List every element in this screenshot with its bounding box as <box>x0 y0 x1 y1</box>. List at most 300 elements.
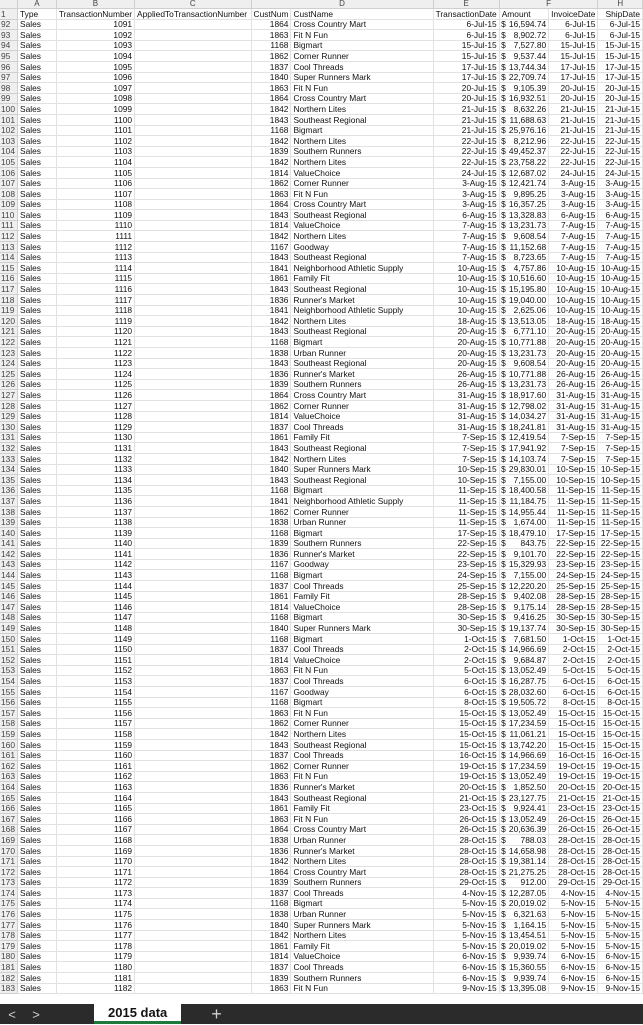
cell-applied[interactable] <box>135 114 251 125</box>
cell-custnum[interactable]: 1841 <box>251 263 291 274</box>
cell-custnum[interactable]: 1814 <box>251 655 291 666</box>
cell-applied[interactable] <box>135 506 251 517</box>
cell-custname[interactable]: Southeast Regional <box>291 326 433 337</box>
cell-invoice-date[interactable]: 28-Sep-15 <box>549 602 598 613</box>
cell-transaction-date[interactable]: 5-Nov-15 <box>433 909 499 920</box>
cell-amount[interactable]: 14,103.74 <box>507 453 549 464</box>
cell-transaction-date[interactable]: 24-Sep-15 <box>433 570 499 581</box>
cell-currency[interactable]: $ <box>501 887 506 898</box>
cell-transaction-date[interactable]: 21-Oct-15 <box>433 792 499 803</box>
cell-amount[interactable]: 10,771.88 <box>507 337 549 348</box>
cell-currency[interactable]: $ <box>501 686 506 697</box>
cell-ship-date[interactable]: 7-Aug-15 <box>598 242 643 253</box>
cell-applied[interactable] <box>135 983 251 994</box>
cell-applied[interactable] <box>135 517 251 528</box>
cell-currency[interactable]: $ <box>501 506 506 517</box>
cell-ship-date[interactable]: 17-Jul-15 <box>598 72 643 83</box>
row-number[interactable]: 160 <box>0 739 17 750</box>
row-number[interactable]: 135 <box>0 475 17 486</box>
cell-transaction-number[interactable]: 1163 <box>56 782 134 793</box>
cell-applied[interactable] <box>135 210 251 221</box>
cell-currency[interactable]: $ <box>501 474 506 485</box>
cell-invoice-date[interactable]: 23-Oct-15 <box>549 803 598 814</box>
cell-transaction-date[interactable]: 5-Nov-15 <box>433 898 499 909</box>
cell-ship-date[interactable]: 7-Sep-15 <box>598 443 643 454</box>
cell-ship-date[interactable]: 15-Jul-15 <box>598 40 643 51</box>
cell-custname[interactable]: Family Fit <box>291 941 433 952</box>
cell-ship-date[interactable]: 6-Oct-15 <box>598 687 643 698</box>
cell-invoice-date[interactable]: 15-Oct-15 <box>549 729 598 740</box>
row-number[interactable]: 146 <box>0 591 17 602</box>
cell-transaction-number[interactable]: 1155 <box>56 697 134 708</box>
cell-custnum[interactable]: 1837 <box>251 888 291 899</box>
cell-applied[interactable] <box>135 157 251 168</box>
cell-amount[interactable]: 12,220.20 <box>507 581 549 592</box>
cell-type[interactable]: Sales <box>17 422 56 433</box>
cell-amount[interactable]: 49,452.37 <box>507 146 549 157</box>
cell-custname[interactable]: Bigmart <box>291 528 433 539</box>
cell-currency[interactable]: $ <box>501 199 506 210</box>
cell-currency[interactable]: $ <box>501 771 506 782</box>
cell-transaction-number[interactable]: 1179 <box>56 951 134 962</box>
cell-transaction-number[interactable]: 1151 <box>56 655 134 666</box>
cell-custname[interactable]: Cross Country Mart <box>291 390 433 401</box>
cell-transaction-date[interactable]: 7-Sep-15 <box>433 453 499 464</box>
cell-transaction-date[interactable]: 26-Aug-15 <box>433 369 499 380</box>
cell-ship-date[interactable]: 20-Aug-15 <box>598 337 643 348</box>
row-number[interactable]: 123 <box>0 348 17 359</box>
cell-custnum[interactable]: 1862 <box>251 178 291 189</box>
cell-applied[interactable] <box>135 549 251 560</box>
cell-custnum[interactable]: 1167 <box>251 242 291 253</box>
cell-invoice-date[interactable]: 6-Aug-15 <box>549 210 598 221</box>
cell-currency[interactable]: $ <box>501 241 506 252</box>
row-number[interactable]: 111 <box>0 220 17 231</box>
cell-transaction-number[interactable]: 1156 <box>56 708 134 719</box>
cell-amount[interactable]: 19,505.72 <box>507 697 549 708</box>
cell-custname[interactable]: Bigmart <box>291 485 433 496</box>
cell-transaction-date[interactable]: 31-Aug-15 <box>433 422 499 433</box>
cell-transaction-date[interactable]: 3-Aug-15 <box>433 199 499 210</box>
cell-applied[interactable] <box>135 729 251 740</box>
cell-type[interactable]: Sales <box>17 581 56 592</box>
cell-ship-date[interactable]: 21-Jul-15 <box>598 114 643 125</box>
cell-custname[interactable]: Cool Threads <box>291 750 433 761</box>
cell-currency[interactable]: $ <box>501 262 506 273</box>
cell-transaction-number[interactable]: 1120 <box>56 326 134 337</box>
cell-invoice-date[interactable]: 11-Sep-15 <box>549 517 598 528</box>
cell-amount[interactable]: 9,105.39 <box>507 83 549 94</box>
cell-custname[interactable]: Fit N Fun <box>291 30 433 41</box>
cell-invoice-date[interactable]: 5-Nov-15 <box>549 941 598 952</box>
cell-amount[interactable]: 912.00 <box>507 877 549 888</box>
cell-custnum[interactable]: 1839 <box>251 379 291 390</box>
cell-applied[interactable] <box>135 305 251 316</box>
cell-custname[interactable]: Fit N Fun <box>291 708 433 719</box>
cell-ship-date[interactable]: 31-Aug-15 <box>598 390 643 401</box>
cell-custname[interactable]: Cool Threads <box>291 962 433 973</box>
cell-invoice-date[interactable]: 24-Jul-15 <box>549 167 598 178</box>
cell-type[interactable]: Sales <box>17 400 56 411</box>
cell-amount[interactable]: 20,019.02 <box>507 898 549 909</box>
column-header-h[interactable]: H <box>598 0 643 9</box>
cell-transaction-date[interactable]: 22-Jul-15 <box>433 136 499 147</box>
cell-custname[interactable]: Fit N Fun <box>291 83 433 94</box>
cell-currency[interactable]: $ <box>501 919 506 930</box>
cell-invoice-date[interactable]: 7-Aug-15 <box>549 231 598 242</box>
cell-ship-date[interactable]: 20-Jul-15 <box>598 83 643 94</box>
cell-amount[interactable]: 13,328.83 <box>507 210 549 221</box>
cell-type[interactable]: Sales <box>17 655 56 666</box>
header-transaction-number[interactable]: TransactionNumber <box>56 9 134 20</box>
cell-amount[interactable]: 6,771.10 <box>507 326 549 337</box>
cell-custname[interactable]: Cool Threads <box>291 61 433 72</box>
cell-transaction-date[interactable]: 6-Jul-15 <box>433 19 499 30</box>
cell-amount[interactable]: 17,234.59 <box>507 761 549 772</box>
cell-ship-date[interactable]: 30-Sep-15 <box>598 623 643 634</box>
cell-custname[interactable]: Cross Country Mart <box>291 93 433 104</box>
cell-currency[interactable]: $ <box>501 676 506 686</box>
cell-currency[interactable]: $ <box>501 368 506 379</box>
cell-ship-date[interactable]: 19-Oct-15 <box>598 771 643 782</box>
cell-amount[interactable]: 12,687.02 <box>507 167 549 178</box>
cell-currency[interactable]: $ <box>501 432 506 443</box>
cell-custname[interactable]: Urban Runner <box>291 909 433 920</box>
cell-custname[interactable]: Runner's Market <box>291 369 433 380</box>
row-number[interactable]: 163 <box>0 771 17 782</box>
row-number[interactable]: 128 <box>0 400 17 411</box>
cell-amount[interactable]: 13,742.20 <box>507 739 549 750</box>
cell-custname[interactable]: Southern Runners <box>291 146 433 157</box>
cell-transaction-date[interactable]: 9-Nov-15 <box>433 983 499 994</box>
cell-transaction-number[interactable]: 1141 <box>56 549 134 560</box>
cell-custnum[interactable]: 1836 <box>251 369 291 380</box>
cell-custname[interactable]: Northern Lites <box>291 856 433 867</box>
cell-applied[interactable] <box>135 30 251 41</box>
cell-custnum[interactable]: 1168 <box>251 570 291 581</box>
cell-transaction-number[interactable]: 1098 <box>56 93 134 104</box>
cell-invoice-date[interactable]: 30-Sep-15 <box>549 612 598 623</box>
cell-type[interactable]: Sales <box>17 782 56 793</box>
cell-custnum[interactable]: 1839 <box>251 973 291 984</box>
cell-amount[interactable]: 788.03 <box>507 835 549 846</box>
row-number[interactable]: 155 <box>0 687 17 698</box>
row-number[interactable]: 104 <box>0 146 17 157</box>
cell-currency[interactable]: $ <box>501 951 506 962</box>
cell-ship-date[interactable]: 24-Jul-15 <box>598 167 643 178</box>
cell-applied[interactable] <box>135 909 251 920</box>
cell-applied[interactable] <box>135 665 251 676</box>
cell-ship-date[interactable]: 24-Sep-15 <box>598 570 643 581</box>
cell-applied[interactable] <box>135 612 251 623</box>
cell-custnum[interactable]: 1837 <box>251 422 291 433</box>
cell-applied[interactable] <box>135 750 251 761</box>
cell-amount[interactable]: 18,400.58 <box>507 485 549 496</box>
cell-custnum[interactable]: 1814 <box>251 220 291 231</box>
cell-currency[interactable]: $ <box>501 178 506 189</box>
cell-type[interactable]: Sales <box>17 792 56 803</box>
cell-custnum[interactable]: 1168 <box>251 697 291 708</box>
cell-transaction-number[interactable]: 1105 <box>56 167 134 178</box>
cell-custname[interactable]: Corner Runner <box>291 761 433 772</box>
cell-type[interactable]: Sales <box>17 252 56 263</box>
cell-ship-date[interactable]: 10-Aug-15 <box>598 263 643 274</box>
cell-transaction-date[interactable]: 15-Oct-15 <box>433 708 499 719</box>
cell-custname[interactable]: Fit N Fun <box>291 771 433 782</box>
row-number[interactable]: 127 <box>0 390 17 401</box>
cell-ship-date[interactable]: 6-Oct-15 <box>598 676 643 687</box>
cell-custnum[interactable]: 1843 <box>251 252 291 263</box>
row-number[interactable]: 95 <box>0 51 17 62</box>
cell-currency[interactable]: $ <box>501 623 506 634</box>
cell-transaction-number[interactable]: 1113 <box>56 252 134 263</box>
cell-applied[interactable] <box>135 453 251 464</box>
cell-currency[interactable]: $ <box>501 93 506 104</box>
cell-amount[interactable]: 18,917.60 <box>507 390 549 401</box>
row-number[interactable]: 126 <box>0 379 17 390</box>
cell-ship-date[interactable]: 20-Oct-15 <box>598 782 643 793</box>
cell-currency[interactable]: $ <box>501 156 506 167</box>
cell-ship-date[interactable]: 29-Oct-15 <box>598 877 643 888</box>
cell-type[interactable]: Sales <box>17 390 56 401</box>
cell-type[interactable]: Sales <box>17 178 56 189</box>
row-number[interactable]: 161 <box>0 750 17 761</box>
cell-invoice-date[interactable]: 15-Jul-15 <box>549 51 598 62</box>
row-number[interactable]: 171 <box>0 856 17 867</box>
cell-ship-date[interactable]: 28-Sep-15 <box>598 602 643 613</box>
header-transaction-date[interactable]: TransactionDate <box>433 9 499 20</box>
row-number[interactable]: 182 <box>0 973 17 984</box>
cell-transaction-date[interactable]: 28-Sep-15 <box>433 602 499 613</box>
cell-currency[interactable]: $ <box>501 379 506 390</box>
row-number[interactable]: 174 <box>0 888 17 899</box>
cell-ship-date[interactable]: 3-Aug-15 <box>598 199 643 210</box>
cell-amount[interactable]: 8,723.65 <box>507 252 549 263</box>
cell-currency[interactable]: $ <box>501 61 506 72</box>
chevron-right-icon[interactable]: > <box>32 1006 40 1022</box>
cell-ship-date[interactable]: 11-Sep-15 <box>598 496 643 507</box>
cell-transaction-date[interactable]: 11-Sep-15 <box>433 496 499 507</box>
cell-transaction-number[interactable]: 1158 <box>56 729 134 740</box>
cell-transaction-date[interactable]: 26-Oct-15 <box>433 824 499 835</box>
cell-custname[interactable]: Runner's Market <box>291 295 433 306</box>
cell-ship-date[interactable]: 10-Sep-15 <box>598 475 643 486</box>
row-number[interactable]: 113 <box>0 242 17 253</box>
cell-transaction-number[interactable]: 1103 <box>56 146 134 157</box>
cell-amount[interactable]: 7,527.80 <box>507 40 549 51</box>
cell-custname[interactable]: Family Fit <box>291 432 433 443</box>
cell-transaction-date[interactable]: 28-Oct-15 <box>433 856 499 867</box>
cell-custnum[interactable]: 1168 <box>251 528 291 539</box>
cell-type[interactable]: Sales <box>17 771 56 782</box>
cell-type[interactable]: Sales <box>17 475 56 486</box>
cell-custnum[interactable]: 1842 <box>251 157 291 168</box>
cell-ship-date[interactable]: 28-Oct-15 <box>598 835 643 846</box>
cell-transaction-date[interactable]: 22-Jul-15 <box>433 146 499 157</box>
cell-currency[interactable]: $ <box>501 972 506 983</box>
cell-custnum[interactable]: 1837 <box>251 61 291 72</box>
cell-transaction-date[interactable]: 31-Aug-15 <box>433 400 499 411</box>
row-number[interactable]: 94 <box>0 40 17 51</box>
row-number[interactable]: 93 <box>0 30 17 41</box>
cell-transaction-date[interactable]: 15-Oct-15 <box>433 739 499 750</box>
cell-transaction-number[interactable]: 1147 <box>56 612 134 623</box>
cell-ship-date[interactable]: 26-Aug-15 <box>598 379 643 390</box>
row-number[interactable]: 148 <box>0 612 17 623</box>
cell-custnum[interactable]: 1863 <box>251 708 291 719</box>
cell-transaction-date[interactable]: 23-Oct-15 <box>433 803 499 814</box>
cell-transaction-date[interactable]: 2-Oct-15 <box>433 644 499 655</box>
cell-type[interactable]: Sales <box>17 348 56 359</box>
row-number[interactable]: 149 <box>0 623 17 634</box>
cell-transaction-number[interactable]: 1102 <box>56 136 134 147</box>
row-number[interactable]: 97 <box>0 72 17 83</box>
cell-transaction-date[interactable]: 20-Jul-15 <box>433 93 499 104</box>
cell-invoice-date[interactable]: 31-Aug-15 <box>549 411 598 422</box>
cell-applied[interactable] <box>135 739 251 750</box>
row-number[interactable]: 101 <box>0 114 17 125</box>
column-header-f-g[interactable]: F <box>499 0 598 9</box>
cell-ship-date[interactable]: 9-Nov-15 <box>598 983 643 994</box>
cell-transaction-date[interactable]: 15-Jul-15 <box>433 51 499 62</box>
cell-custname[interactable]: Southern Runners <box>291 877 433 888</box>
cell-type[interactable]: Sales <box>17 136 56 147</box>
cell-custname[interactable]: Northern Lites <box>291 453 433 464</box>
row-number[interactable]: 119 <box>0 305 17 316</box>
cell-transaction-number[interactable]: 1182 <box>56 983 134 994</box>
cell-custnum[interactable]: 1861 <box>251 273 291 284</box>
cell-custnum[interactable]: 1837 <box>251 644 291 655</box>
cell-invoice-date[interactable]: 29-Oct-15 <box>549 877 598 888</box>
cell-custname[interactable]: ValueChoice <box>291 411 433 422</box>
cell-invoice-date[interactable]: 21-Jul-15 <box>549 104 598 115</box>
cell-ship-date[interactable]: 15-Oct-15 <box>598 708 643 719</box>
cell-custname[interactable]: Bigmart <box>291 697 433 708</box>
cell-ship-date[interactable]: 5-Nov-15 <box>598 909 643 920</box>
add-sheet-icon[interactable]: + <box>211 1003 222 1024</box>
cell-amount[interactable]: 20,636.39 <box>507 824 549 835</box>
cell-applied[interactable] <box>135 782 251 793</box>
cell-ship-date[interactable]: 18-Aug-15 <box>598 316 643 327</box>
cell-type[interactable]: Sales <box>17 951 56 962</box>
cell-transaction-number[interactable]: 1136 <box>56 496 134 507</box>
cell-amount[interactable]: 2,625.06 <box>507 305 549 316</box>
cell-type[interactable]: Sales <box>17 453 56 464</box>
cell-custname[interactable]: Bigmart <box>291 337 433 348</box>
cell-currency[interactable]: $ <box>501 167 506 178</box>
cell-transaction-number[interactable]: 1133 <box>56 464 134 475</box>
cell-transaction-number[interactable]: 1145 <box>56 591 134 602</box>
cell-transaction-number[interactable]: 1099 <box>56 104 134 115</box>
cell-custname[interactable]: Corner Runner <box>291 178 433 189</box>
cell-custnum[interactable]: 1168 <box>251 40 291 51</box>
cell-custname[interactable]: Family Fit <box>291 273 433 284</box>
cell-applied[interactable] <box>135 634 251 645</box>
cell-custname[interactable]: Runner's Market <box>291 782 433 793</box>
cell-ship-date[interactable]: 2-Oct-15 <box>598 644 643 655</box>
cell-invoice-date[interactable]: 18-Aug-15 <box>549 316 598 327</box>
cell-invoice-date[interactable]: 3-Aug-15 <box>549 189 598 200</box>
header-applied[interactable]: AppliedToTransactionNumber <box>135 9 251 20</box>
cell-invoice-date[interactable]: 7-Aug-15 <box>549 220 598 231</box>
cell-amount[interactable]: 16,932.51 <box>507 93 549 104</box>
cell-type[interactable]: Sales <box>17 856 56 867</box>
cell-custname[interactable]: Cross Country Mart <box>291 19 433 30</box>
cell-applied[interactable] <box>135 125 251 136</box>
cell-ship-date[interactable]: 15-Oct-15 <box>598 718 643 729</box>
cell-currency[interactable]: $ <box>501 421 506 432</box>
cell-custnum[interactable]: 1836 <box>251 549 291 560</box>
cell-currency[interactable]: $ <box>501 591 506 602</box>
cell-currency[interactable]: $ <box>501 231 506 242</box>
cell-ship-date[interactable]: 20-Jul-15 <box>598 93 643 104</box>
cell-transaction-date[interactable]: 24-Jul-15 <box>433 167 499 178</box>
cell-currency[interactable]: $ <box>501 517 506 528</box>
cell-type[interactable]: Sales <box>17 729 56 740</box>
cell-custnum[interactable]: 1836 <box>251 782 291 793</box>
cell-type[interactable]: Sales <box>17 337 56 348</box>
cell-type[interactable]: Sales <box>17 549 56 560</box>
cell-custnum[interactable]: 1837 <box>251 676 291 687</box>
cell-ship-date[interactable]: 28-Oct-15 <box>598 856 643 867</box>
cell-applied[interactable] <box>135 973 251 984</box>
cell-ship-date[interactable]: 21-Jul-15 <box>598 104 643 115</box>
cell-invoice-date[interactable]: 6-Nov-15 <box>549 962 598 973</box>
cell-transaction-date[interactable]: 5-Nov-15 <box>433 941 499 952</box>
cell-amount[interactable]: 6,321.63 <box>507 909 549 920</box>
cell-ship-date[interactable]: 31-Aug-15 <box>598 422 643 433</box>
cell-ship-date[interactable]: 22-Jul-15 <box>598 146 643 157</box>
cell-custname[interactable]: Family Fit <box>291 803 433 814</box>
cell-applied[interactable] <box>135 40 251 51</box>
cell-custnum[interactable]: 1843 <box>251 284 291 295</box>
cell-custnum[interactable]: 1861 <box>251 432 291 443</box>
cell-type[interactable]: Sales <box>17 909 56 920</box>
cell-ship-date[interactable]: 11-Sep-15 <box>598 485 643 496</box>
cell-transaction-date[interactable]: 20-Oct-15 <box>433 782 499 793</box>
row-number[interactable]: 150 <box>0 634 17 645</box>
row-number[interactable]: 172 <box>0 867 17 878</box>
cell-type[interactable]: Sales <box>17 93 56 104</box>
row-number[interactable]: 139 <box>0 517 17 528</box>
row-number[interactable]: 153 <box>0 665 17 676</box>
cell-custnum[interactable]: 1168 <box>251 485 291 496</box>
row-number[interactable]: 169 <box>0 835 17 846</box>
cell-transaction-date[interactable]: 10-Aug-15 <box>433 295 499 306</box>
cell-transaction-date[interactable]: 20-Aug-15 <box>433 358 499 369</box>
cell-transaction-number[interactable]: 1129 <box>56 422 134 433</box>
row-number[interactable]: 159 <box>0 729 17 740</box>
cell-transaction-date[interactable]: 15-Oct-15 <box>433 718 499 729</box>
cell-invoice-date[interactable]: 17-Sep-15 <box>549 528 598 539</box>
cell-transaction-date[interactable]: 22-Sep-15 <box>433 538 499 549</box>
cell-currency[interactable]: $ <box>501 209 506 220</box>
cell-invoice-date[interactable]: 9-Nov-15 <box>549 983 598 994</box>
cell-currency[interactable]: $ <box>501 707 506 718</box>
cell-custname[interactable]: Fit N Fun <box>291 983 433 994</box>
cell-amount[interactable]: 14,966.69 <box>507 644 549 655</box>
cell-transaction-date[interactable]: 7-Aug-15 <box>433 231 499 242</box>
cell-custnum[interactable]: 1842 <box>251 856 291 867</box>
cell-currency[interactable]: $ <box>501 601 506 612</box>
row-number[interactable]: 102 <box>0 125 17 136</box>
cell-custnum[interactable]: 1843 <box>251 443 291 454</box>
cell-type[interactable]: Sales <box>17 411 56 422</box>
row-number[interactable]: 107 <box>0 178 17 189</box>
cell-amount[interactable]: 11,184.75 <box>507 496 549 507</box>
header-ship-date[interactable]: ShipDate <box>598 9 643 20</box>
cell-transaction-date[interactable]: 7-Sep-15 <box>433 443 499 454</box>
